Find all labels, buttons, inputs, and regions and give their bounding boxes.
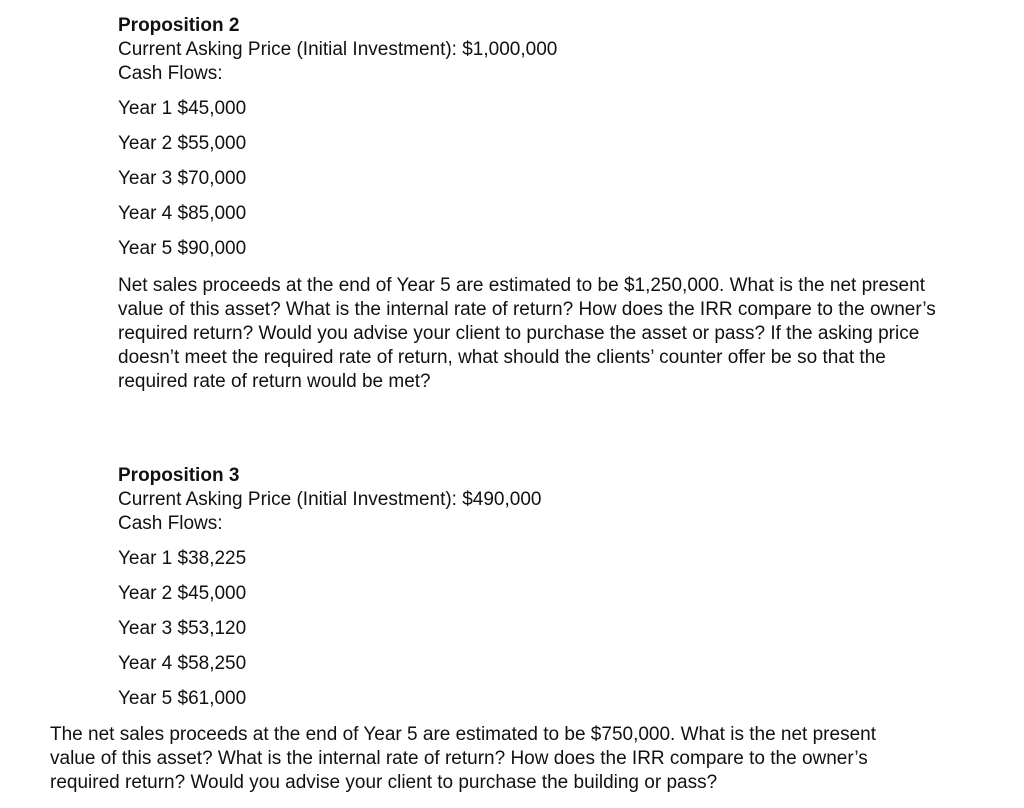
proposition-3-asking-price: Current Asking Price (Initial Investment): $490,000 (118, 489, 542, 510)
proposition-2-cash-flows-label: Cash Flows: (118, 63, 223, 84)
proposition-3-title: Proposition 3 (118, 465, 240, 486)
proposition-2-asking-price: Current Asking Price (Initial Investment): $1,000,000 (118, 39, 558, 60)
cash-flow-year-1: Year 1 $45,000 (118, 98, 247, 119)
cash-flow-year-2: Year 2 $45,000 (118, 583, 247, 604)
cash-flow-year-1: Year 1 $38,225 (118, 548, 247, 569)
proposition-3-cash-flow-list (118, 547, 958, 722)
cash-flow-year-5: Year 5 $90,000 (118, 238, 247, 259)
proposition-2-cash-flow-list (118, 97, 958, 272)
cash-flow-year-5: Year 5 $61,000 (118, 688, 247, 709)
proposition-2-section (118, 14, 958, 272)
cash-flow-year-4: Year 4 $85,000 (118, 203, 247, 224)
proposition-3-question: The net sales proceeds at the end of Year 5 are estimated to be $750,000. What is the net present value of this asset? What is the internal rate of return? How does the IRR compare to the owner’s required return? Would you advise your client to purchase the building or pass? (50, 724, 876, 793)
proposition-2-question: Net sales proceeds at the end of Year 5 are estimated to be $1,250,000. What is the net present value of this asset? What is the internal rate of return? How does the IRR compare to the owner’s required return? Would you advise your client to purchase the asset or pass? If the asking price doesn’t meet the required rate of return, what should the clients’ counter offer be so that the required rate of return would be met? (118, 275, 936, 392)
proposition-3-section (118, 464, 958, 722)
cash-flow-year-3: Year 3 $53,120 (118, 618, 247, 639)
proposition-3-cash-flows-label: Cash Flows: (118, 513, 223, 534)
cash-flow-year-4: Year 4 $58,250 (118, 653, 247, 674)
cash-flow-year-2: Year 2 $55,000 (118, 133, 247, 154)
cash-flow-year-3: Year 3 $70,000 (118, 168, 247, 189)
proposition-2-title: Proposition 2 (118, 15, 240, 36)
